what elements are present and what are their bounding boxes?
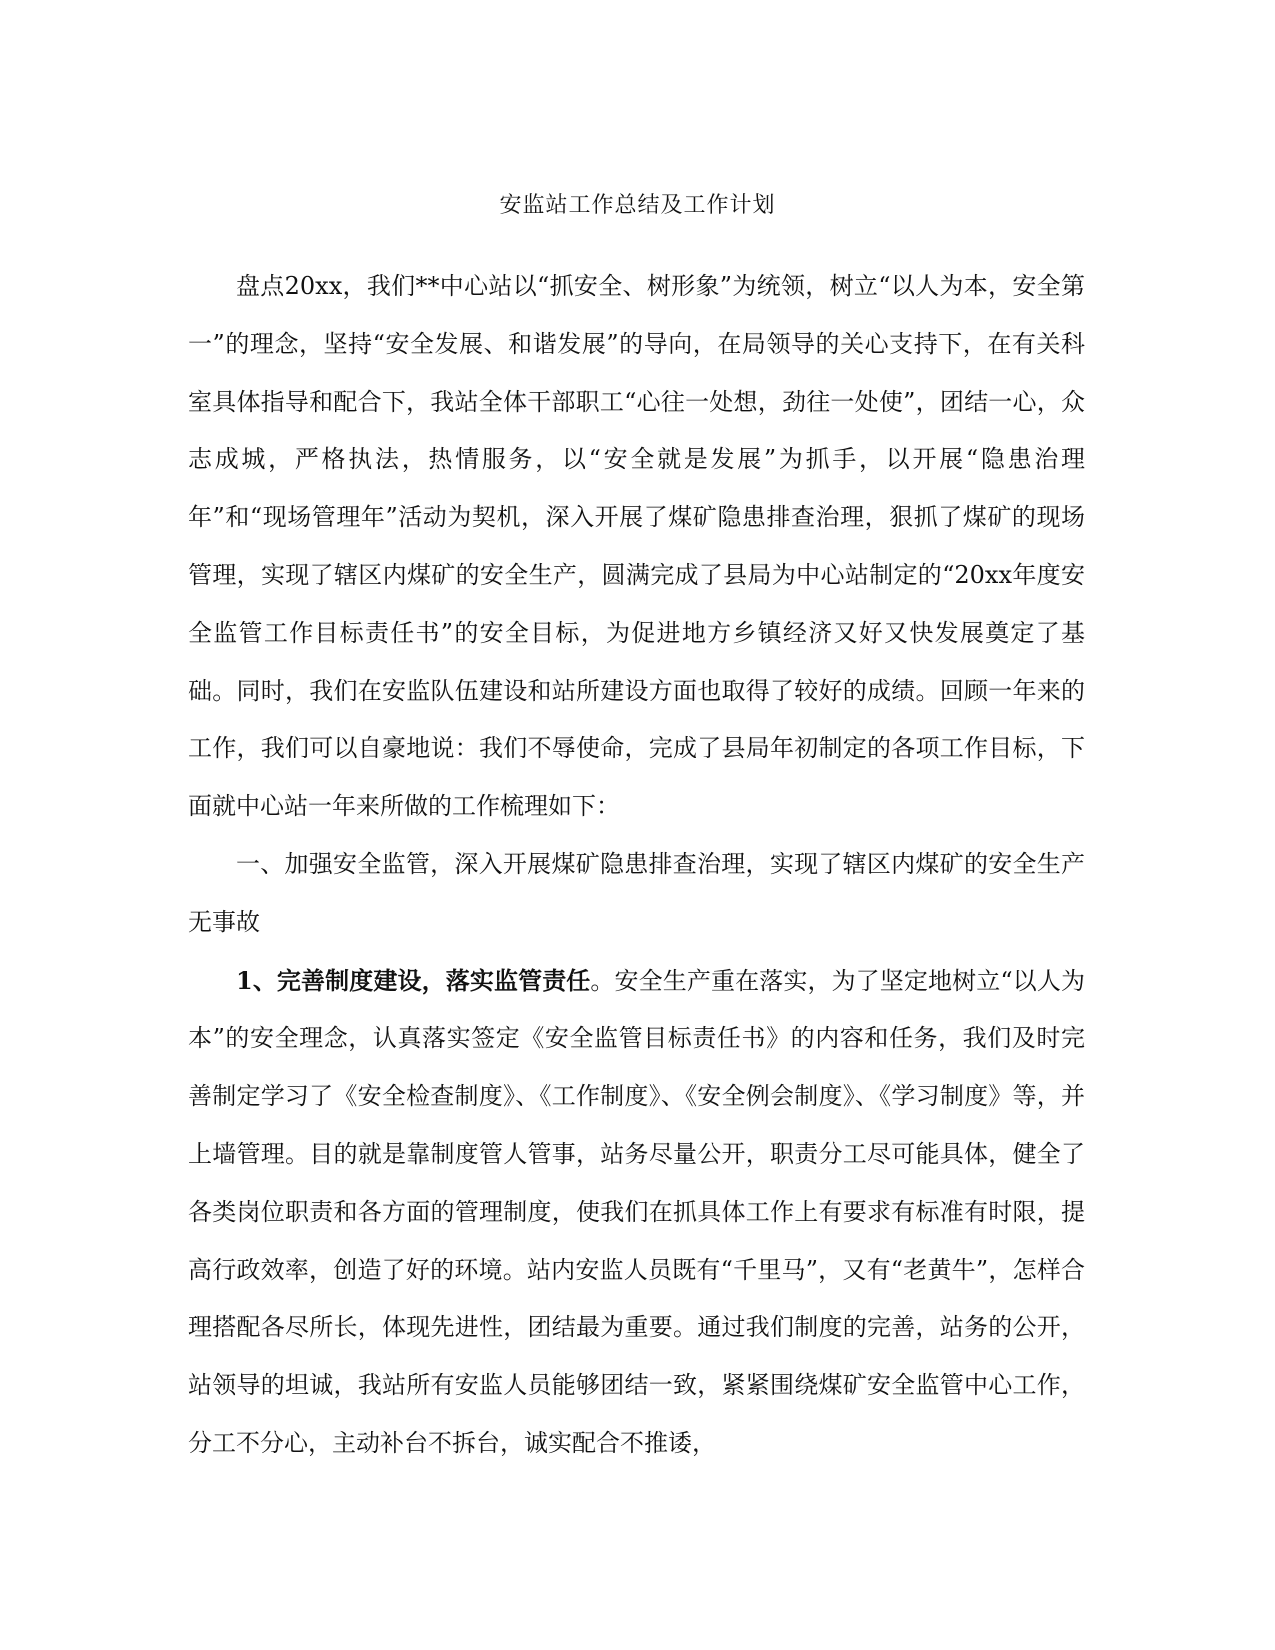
document-body [188,258,1085,1473]
item-one-heading: 1、完善制度建设，落实监管责任 [236,965,591,995]
document-title: 安监站工作总结及工作计划 [499,193,776,218]
item-one-body: 。安全生产重在落实，为了坚定地树立“以人为本”的安全理念，认真落实签定《安全监管目标责任书》的内容和任务，我们及时完善制定学习了《安全检查制度》、《工作制度》、《安全例会制度》、《学习制度》等，并上墙管理。目的就是靠制度管人管事，站务尽量公开，职责分工尽可能具体，健全了各类岗位职责和各方面的管理制度，使我们在抓具体工作上有要求有标准有时限，提高行政效率，创造了好的环境。站内安监人员既有“千里马”，又有“老黄牛”，怎样合理搭配各尽所长，体现先进性，团结最为重要。通过我们制度的完善，站务的公开，站领导的坦诚，我站所有安监人员能够团结一致，紧紧围绕煤矿安全监管中心工作，分工不分心，主动补台不拆台，诚实配合不推诿， [188,966,1085,1457]
intro-paragraph: 盘点20xx，我们**中心站以“抓安全、树形象”为统领，树立“以人为本，安全第一”的理念，坚持“安全发展、和谐发展”的导向，在局领导的关心支持下，在有关科室具体指导和配合下，我站全体干部职工“心往一处想，劲往一处使”，团结一心，众志成城，严格执法，热情服务，以“安全就是发展”为抓手，以开展“隐患治理年”和“现场管理年”活动为契机，深入开展了煤矿隐患排查治理，狠抓了煤矿的现场管理，实现了辖区内煤矿的安全生产，圆满完成了县局为中心站制定的“20xx年度安全监管工作目标责任书”的安全目标，为促进地方乡镇经济又好又快发展奠定了基础。同时，我们在安监队伍建设和站所建设方面也取得了较好的成绩。回顾一年来的工作，我们可以自豪地说：我们不辱使命，完成了县局年初制定的各项工作目标，下面就中心站一年来所做的工作梳理如下： [188,272,1085,821]
item-one-paragraph [188,952,1085,1473]
section-one-heading: 一、加强安全监管，深入开展煤矿隐患排查治理，实现了辖区内煤矿的安全生产无事故 [188,849,1085,936]
